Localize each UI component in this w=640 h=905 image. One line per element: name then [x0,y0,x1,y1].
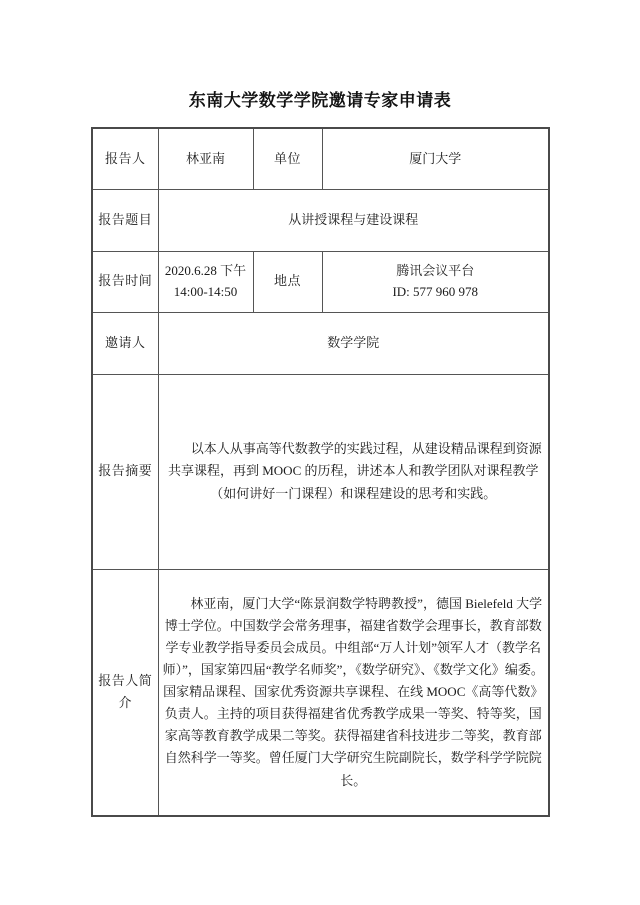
row-inviter [92,312,549,374]
speaker-label: 报告人 [92,128,158,189]
time-range: 14:00-14:50 [173,283,238,299]
bio-text-cell [158,569,549,816]
row-speaker [92,128,549,189]
place-meeting-id: ID: 577 960 978 [392,283,479,299]
invitation-form-table [91,127,550,817]
abstract-label: 报告摘要 [92,374,158,569]
time-label: 报告时间 [92,251,158,312]
row-abstract [92,374,549,569]
place-platform: 腾讯会议平台 [396,263,475,279]
place-value [322,251,549,312]
page-title: 东南大学数学学院邀请专家申请表 [188,91,452,110]
unit-value: 厦门大学 [322,128,549,189]
inviter-value: 数学学院 [158,312,549,374]
bio-text: 林亚南，厦门大学“陈景润数学特聘教授”，德国 Bielefeld 大学博士学位。中国数学会常务理事，福建省数学会理事长，教育部数学专业教学指导委员会成员。中组部“万人计划”领军人才（教学名师）”，国家第四届“教学名师奖”，《数学研究》、《数学文化》编委。国家精品课程、国家优秀资源共享课程、在线 MOOC《高等代数》负责人。主持的项目获得福建省优秀教学成果一等奖、特等奖，国家高等教育教学成果二等奖。获得福建省科技进步二等奖，教育部自然科学一等奖。曾任厦门大学研究生院副院长，数学科学学院院长。 [162,595,544,788]
bio-label: 报告人简介 [92,569,158,816]
topic-value: 从讲授课程与建设课程 [158,189,549,251]
time-date: 2020.6.28 下午 [164,263,247,279]
unit-label: 单位 [253,128,322,189]
speaker-name: 林亚南 [158,128,253,189]
row-bio [92,569,549,816]
abstract-text: 以本人从事高等代数教学的实践过程，从建设精品课程到资源共享课程，再到 MOOC 的历程，讲述本人和教学团队对课程教学（如何讲好一门课程）和课程建设的思考和实践。 [167,441,542,501]
topic-label: 报告题目 [92,189,158,251]
row-topic [92,189,549,251]
time-value [158,251,253,312]
inviter-label: 邀请人 [92,312,158,374]
row-time [92,251,549,312]
place-label: 地点 [253,251,322,312]
abstract-text-cell [158,374,549,569]
